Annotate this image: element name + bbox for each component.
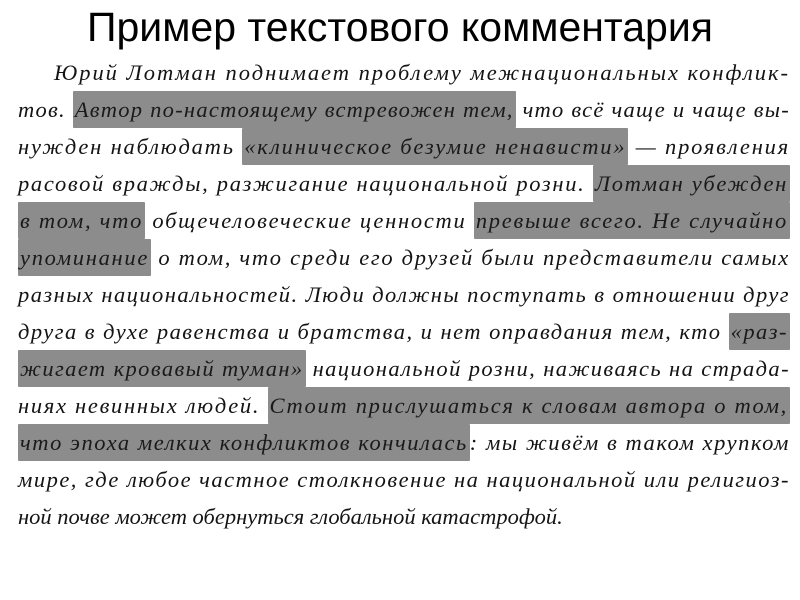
text-segment: ной почве может обернуться глобальной катастрофой. [18, 504, 563, 529]
highlighted-phrase: в том, что [18, 202, 145, 239]
text-line-content [18, 202, 790, 239]
text-segment: национальной розни, наживаясь на страда- [305, 356, 790, 381]
highlighted-phrase: что эпоха мелких конфликтов кончилась [18, 424, 470, 461]
text-line-content [18, 128, 790, 165]
text-segment: что всё чаще и чаще вы- [515, 97, 790, 122]
text-line [18, 239, 790, 276]
text-line-content [18, 239, 790, 276]
text-line [18, 128, 790, 165]
text-line [18, 165, 790, 202]
text-segment: мире, где любое частное столкновение на национальной или религиоз- [18, 467, 790, 492]
text-line-content [18, 313, 790, 350]
text-line [18, 498, 790, 535]
highlighted-phrase: Автор по-настоящему встревожен тем, [73, 91, 516, 128]
slide-title: Пример текстового комментария [87, 4, 713, 50]
text-segment: тов. [18, 97, 73, 122]
text-line [18, 387, 790, 424]
text-line [18, 202, 790, 239]
text-line [18, 313, 790, 350]
text-line [18, 276, 790, 313]
text-line-content [18, 276, 790, 313]
text-line-content [18, 91, 790, 128]
text-line-content [18, 165, 790, 202]
text-line-content [18, 350, 790, 387]
highlighted-phrase: превыше всего. Не случайно [474, 202, 790, 239]
text-segment: разных национальностей. Люди должны поступать в отношении друг [18, 282, 791, 307]
text-segment: — проявления [628, 134, 790, 159]
highlighted-phrase: «клиническое безумие ненависти» [242, 128, 628, 165]
text-line-content [54, 54, 790, 91]
text-segment: нужден наблюдать [18, 134, 243, 159]
text-segment: : мы живём в таком хрупком [469, 430, 790, 455]
highlighted-phrase: «раз- [729, 313, 790, 350]
text-line [18, 54, 790, 91]
text-segment: Юрий Лотман поднимает проблему межнациональных конфлик- [54, 60, 790, 85]
text-line [18, 424, 790, 461]
text-line [18, 350, 790, 387]
text-segment: расовой вражды, разжигание национальной розни. [18, 171, 593, 196]
text-line-content [18, 461, 790, 498]
highlighted-phrase: Лотман убежден [593, 165, 790, 202]
highlighted-phrase: жигает кровавый туман» [18, 350, 306, 387]
text-line [18, 461, 790, 498]
text-segment: о том, что среди его друзей были представители самых [151, 245, 790, 270]
highlighted-phrase: Стоит прислушаться к словам автора о том, [268, 387, 790, 424]
text-segment: общечеловеческие ценности [145, 208, 474, 233]
text-line [18, 91, 790, 128]
scanned-comment-text [18, 54, 790, 535]
text-segment: друга в духе равенства и братства, и нет оправдания тем, кто [18, 319, 729, 344]
text-line-content [18, 387, 790, 424]
text-line-content [18, 498, 563, 535]
text-segment: ниях невинных людей. [18, 393, 268, 418]
text-line-content [18, 424, 790, 461]
highlighted-phrase: упоминание [18, 239, 151, 276]
